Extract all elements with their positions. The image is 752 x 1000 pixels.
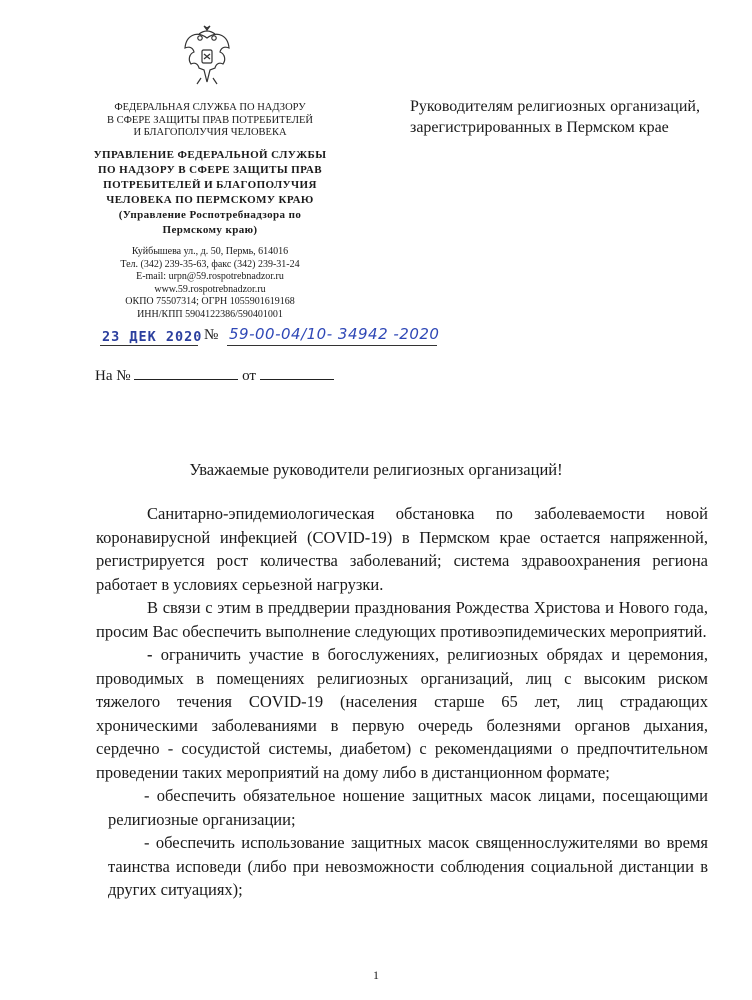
addressee: Руководителям религиозных организаций, зарегистрированных в Пермском крае (410, 98, 700, 136)
email-line: E-mail: urpn@59.rospotrebnadzor.ru (136, 271, 284, 282)
reply-reference-line (95, 365, 334, 385)
inn-kpp-line: ИНН/КПП 5904122386/590401001 (137, 308, 283, 320)
letter-body (96, 502, 708, 902)
agency-line: ФЕДЕРАЛЬНАЯ СЛУЖБА ПО НАДЗОРУ (114, 102, 306, 113)
reply-number-blank (134, 365, 238, 380)
number-underline (227, 345, 437, 346)
department-line: ЧЕЛОВЕКА ПО ПЕРМСКОМУ КРАЮ (106, 194, 314, 206)
handwritten-outgoing-number: 59-00-04/10- 34942 -2020 (229, 325, 440, 343)
website-line: www.59.rospotrebnadzor.ru (154, 283, 266, 295)
agency-line: В СФЕРЕ ЗАЩИТЫ ПРАВ ПОТРЕБИТЕЛЕЙ (107, 114, 313, 126)
paragraph: Санитарно-эпидемиологическая обстановка по заболеваемости новой коронавирусной инфекцией (COVID-19) в Пермском крае остается напряженной, регистрируется рост количества заболеваний; система здравоохранения региона работает в условиях серьезной нагрузки. (96, 504, 708, 594)
department-line: (Управление Роспотребнадзора по (118, 209, 302, 221)
reply-number-label: На № (95, 368, 131, 384)
department-line: ПОТРЕБИТЕЛЕЙ И БЛАГОПОЛУЧИЯ (103, 179, 317, 191)
agency-name (60, 102, 360, 140)
okpo-ogrn-line: ОКПО 75507314; ОГРН 1055901619168 (125, 296, 295, 307)
list-item-text: ограничить участие в богослужениях, религиозных обрядах и церемония, проводимых в помещениях религиозных организаций, лиц с высоким риском тяжелого течения COVID-19 (населения старше 65 лет, лиц страдающих хроническими заболеваниями в первую очередь болезнями органов дыхания, сердечно - сосудистой системы, диабетом) с рекомендациями о предпочтительном проведении таких мероприятий на дому либо в дистанционном формате; (96, 645, 709, 782)
address-line: Куйбышева ул., д. 50, Пермь, 614016 (131, 246, 289, 257)
coat-of-arms-icon (182, 24, 232, 88)
date-stamp: 23 ДЕК 2020 (102, 329, 203, 345)
greeting: Уважаемые руководители религиозных организаций! (189, 460, 563, 479)
bullet-dash: - (147, 645, 153, 664)
reply-date-blank (260, 365, 334, 380)
number-label: № (204, 327, 219, 343)
list-item: - обеспечить использование защитных масок священнослужителями во время таинства исповеди (либо при невозможности соблюдения социальной дистанции в других ситуациях); (108, 833, 708, 899)
reply-date-label: от (242, 368, 256, 384)
list-item: - обеспечить обязательное ношение защитных масок лицами, посещающими религиозные организации; (108, 786, 708, 829)
list-item (96, 643, 708, 784)
agency-line: И БЛАГОПОЛУЧИЯ ЧЕЛОВЕКА (133, 127, 287, 138)
department-line: ПО НАДЗОРУ В СФЕРЕ ЗАЩИТЫ ПРАВ (98, 164, 322, 176)
department-line: УПРАВЛЕНИЕ ФЕДЕРАЛЬНОЙ СЛУЖБЫ (93, 149, 327, 161)
department-name (60, 148, 360, 238)
phone-line: Тел. (342) 239-35-63, факс (342) 239-31-24 (120, 258, 300, 270)
date-underline (100, 345, 198, 346)
department-line: Пермскому краю) (162, 224, 258, 236)
contact-details (60, 246, 360, 321)
page-number: 1 (373, 968, 379, 982)
paragraph: В связи с этим в преддверии празднования Рождества Христова и Нового года, просим Вас обеспечить выполнение следующих противоэпидемических мероприятий. (96, 598, 708, 641)
registration-line (100, 327, 460, 349)
